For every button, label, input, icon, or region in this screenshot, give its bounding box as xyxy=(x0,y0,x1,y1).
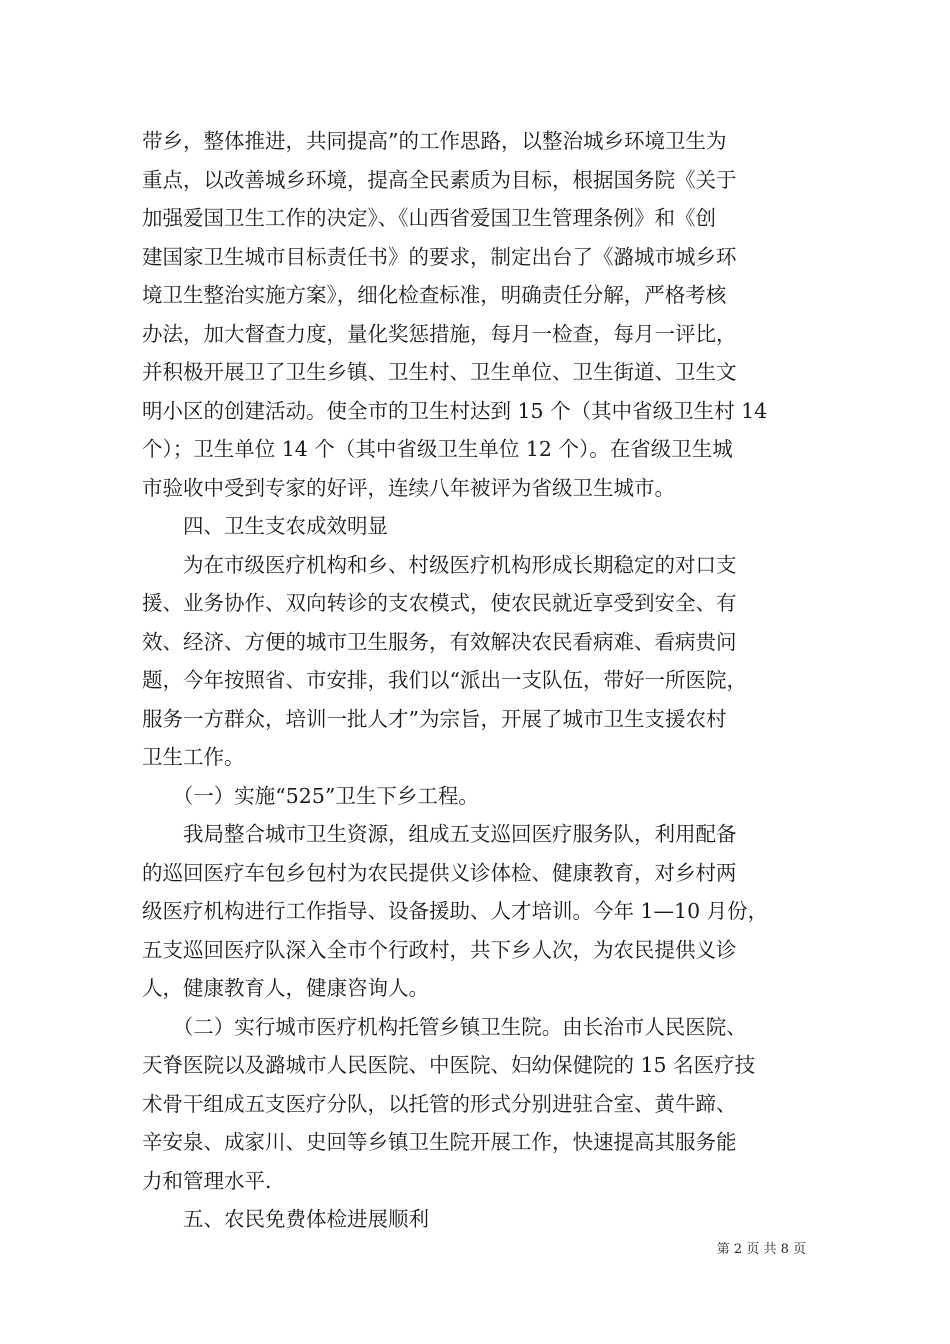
section-heading: 五、农民免费体检进展顺利 xyxy=(142,1207,429,1231)
text-line: 为在市级医疗机构和乡、村级医疗机构形成长期稳定的对口支 xyxy=(142,552,737,577)
text-line: 加强爱国卫生工作的决定》、《山西省爱国卫生管理条例》和《创 xyxy=(142,206,716,230)
document-body xyxy=(142,122,832,1239)
page-number-footer: 第 2 页 共 8 页 xyxy=(716,1242,806,1257)
text-line: 术骨干组成五支医疗分队，以托管的形式分别进驻合室、黄牛蹄、 xyxy=(142,1091,737,1116)
text-line: 援、业务协作、双向转诊的支农模式，使农民就近享受到安全、有 xyxy=(142,591,737,615)
text-line: 办法，加大督查力度，量化奖惩措施，每月一检查，每月一评比， xyxy=(142,321,737,346)
text-line: 的巡回医疗车包乡包村为农民提供义诊体检、健康教育，对乡村两 xyxy=(142,860,737,885)
subsection-heading: （一）实施“525”卫生下乡工程。 xyxy=(142,783,479,808)
text-line: 辛安泉、成家川、史回等乡镇卫生院开展工作，快速提高其服务能 xyxy=(142,1130,737,1154)
text-line: 卫生工作。 xyxy=(142,745,245,769)
text-line: 个）；卫生单位 14 个（其中省级卫生单位 12 个）。在省级卫生城 xyxy=(142,437,733,461)
text-line: 我局整合城市卫生资源，组成五支巡回医疗服务队，利用配备 xyxy=(142,822,737,846)
text-line: 人，健康教育人，健康咨询人。 xyxy=(142,976,429,1000)
text-line: 带乡，整体推进，共同提高”的工作思路，以整治城乡环境卫生为 xyxy=(142,129,727,153)
text-line: 力和管理水平. xyxy=(142,1168,272,1193)
text-line: 效、经济、方便的城市卫生服务，有效解决农民看病难、看病贵问 xyxy=(142,629,737,654)
text-line: 重点，以改善城乡环境，提高全民素质为目标，根据国务院《关于 xyxy=(142,167,737,192)
text-line: 建国家卫生城市目标责任书》的要求，制定出台了《潞城市城乡环 xyxy=(142,244,737,269)
text-line: 服务一方群众，培训一批人才”为宗旨，开展了城市卫生支援农村 xyxy=(142,706,727,731)
text-line: 并积极开展卫了卫生乡镇、卫生村、卫生单位、卫生街道、卫生文 xyxy=(142,360,737,384)
text-line: 五支巡回医疗队深入全市个行政村，共下乡人次，为农民提供义诊 xyxy=(142,937,737,962)
text-line: 境卫生整治实施方案》，细化检查标准，明确责任分解，严格考核 xyxy=(142,283,727,307)
text-line: （二）实行城市医疗机构托管乡镇卫生院。由长治市人民医院、 xyxy=(142,1014,747,1039)
text-line: 级医疗机构进行工作指导、设备援助、人才培训。今年 1—10 月份， xyxy=(142,899,769,923)
text-line: 明小区的创建活动。使全市的卫生村达到 15 个（其中省级卫生村 14 xyxy=(142,398,768,423)
text-line: 市验收中受到专家的好评，连续八年被评为省级卫生城市。 xyxy=(142,475,675,500)
section-heading: 四、卫生支农成效明显 xyxy=(142,514,388,538)
text-line: 天脊医院以及潞城市人民医院、中医院、妇幼保健院的 15 名医疗技 xyxy=(142,1053,756,1077)
text-line: 题，今年按照省、市安排，我们以“派出一支队伍，带好一所医院， xyxy=(142,668,747,692)
